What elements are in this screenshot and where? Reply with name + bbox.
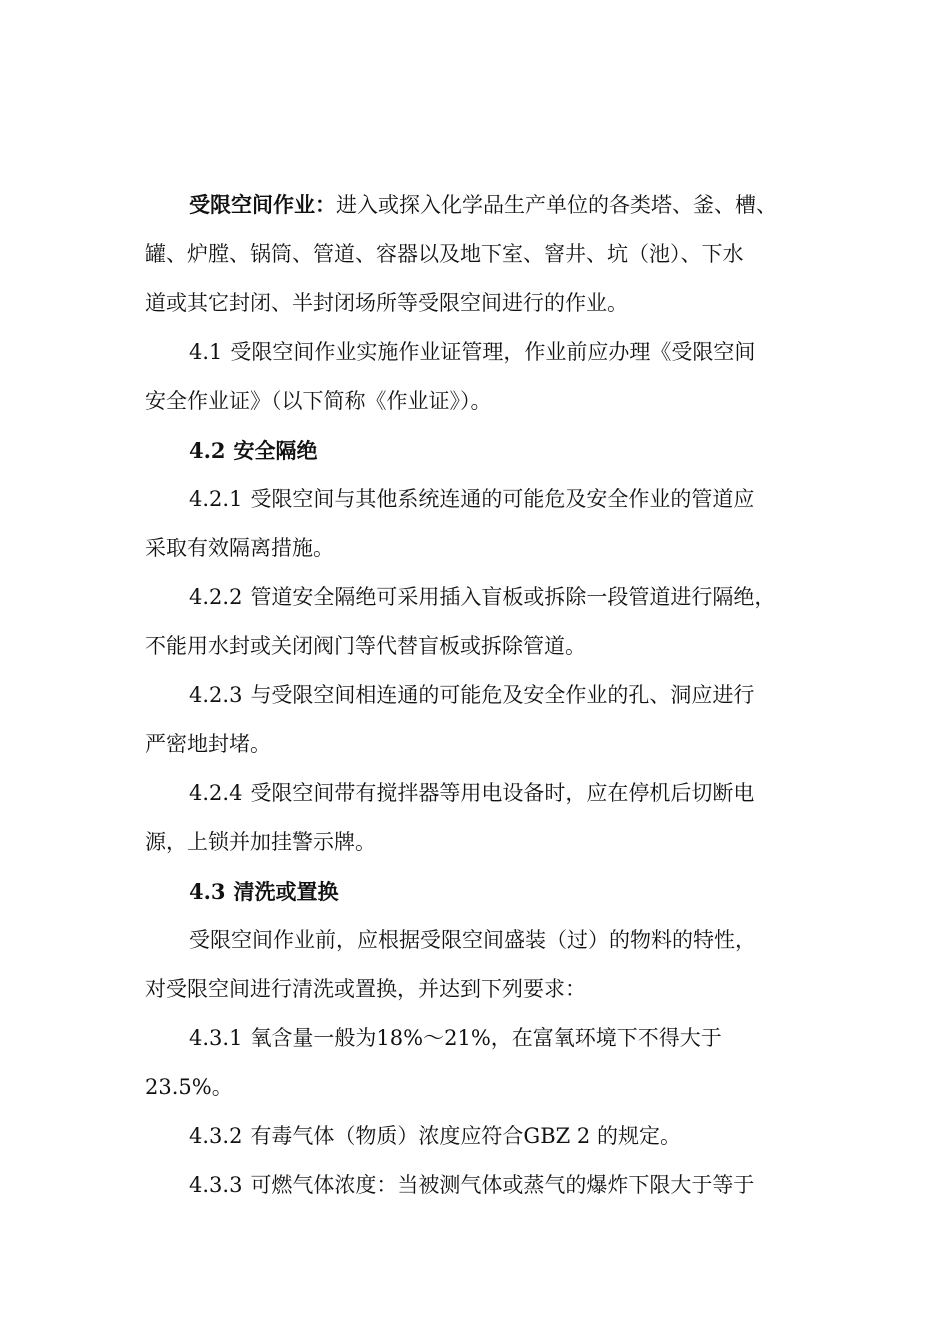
definition-line-2: 罐、炉膛、锅筒、管道、容器以及地下室、窨井、坑（池）、下水 (145, 242, 744, 266)
section-number: 4.1 (189, 340, 223, 364)
section-text: 受限空间作业实施作业证管理，作业前应办理《受限空间 (230, 340, 756, 364)
section-4-2-4-line-1 (145, 769, 810, 818)
paragraph-4-3-line-1: 受限空间作业前，应根据受限空间盛装（过）的物料的特性， (189, 928, 756, 952)
section-number: 4.2.1 (189, 487, 243, 511)
definition-term: 受限空间作业： (189, 192, 336, 217)
section-4-3-1-line-2: 23.5%。 (145, 1075, 233, 1099)
heading-number: 4.3 (189, 879, 226, 904)
section-4-1-line-1 (145, 328, 810, 377)
section-text: 管道安全隔绝可采用插入盲板或拆除一段管道进行隔绝， (250, 585, 776, 609)
section-number: 4.3.1 (189, 1026, 243, 1050)
section-4-1-line-2: 安全作业证》（以下简称《作业证》）。 (145, 389, 492, 413)
section-4-3-2-line-1 (145, 1112, 810, 1161)
paragraph-4-3-line-2: 对受限空间进行清洗或置换，并达到下列要求： (145, 977, 586, 1001)
definition-line-3: 道或其它封闭、半封闭场所等受限空间进行的作业。 (145, 291, 628, 315)
section-4-2-1-line-1 (145, 475, 810, 524)
section-number: 4.2.2 (189, 585, 243, 609)
section-4-2-2-line-2: 不能用水封或关闭阀门等代替盲板或拆除管道。 (145, 634, 586, 658)
section-number: 4.2.3 (189, 683, 243, 707)
section-4-2-4-line-2: 源，上锁并加挂警示牌。 (145, 830, 376, 854)
section-number: 4.3.3 (189, 1173, 243, 1197)
section-text: 可燃气体浓度：当被测气体或蒸气的爆炸下限大于等于 (250, 1173, 755, 1197)
definition-text: 进入或探入化学品生产单位的各类塔、釜、槽、 (336, 193, 777, 217)
document-body (145, 180, 810, 1210)
section-4-2-2-line-1 (145, 573, 810, 622)
heading-4-2 (145, 426, 810, 475)
section-text: 与受限空间相连通的可能危及安全作业的孔、洞应进行 (250, 683, 755, 707)
section-number: 4.2.4 (189, 781, 243, 805)
section-text: 受限空间与其他系统连通的可能危及安全作业的管道应 (250, 487, 755, 511)
heading-4-3 (145, 867, 810, 916)
section-4-2-1-line-2: 采取有效隔离措施。 (145, 536, 334, 560)
section-text: 氧含量一般为18%～21%，在富氧环境下不得大于 (250, 1026, 722, 1050)
section-4-2-3-line-2: 严密地封堵。 (145, 732, 271, 756)
section-4-3-1-line-1 (145, 1014, 810, 1063)
heading-number: 4.2 (189, 438, 226, 463)
section-4-3-3-line-1 (145, 1161, 810, 1210)
section-number: 4.3.2 (189, 1124, 243, 1148)
section-text: 有毒气体（物质）浓度应符合GBZ 2 的规定。 (250, 1124, 681, 1148)
section-4-2-3-line-1 (145, 671, 810, 720)
heading-title: 安全隔绝 (233, 438, 318, 463)
section-text: 受限空间带有搅拌器等用电设备时，应在停机后切断电 (250, 781, 755, 805)
heading-title: 清洗或置换 (233, 879, 339, 904)
definition-line-1 (145, 180, 810, 230)
